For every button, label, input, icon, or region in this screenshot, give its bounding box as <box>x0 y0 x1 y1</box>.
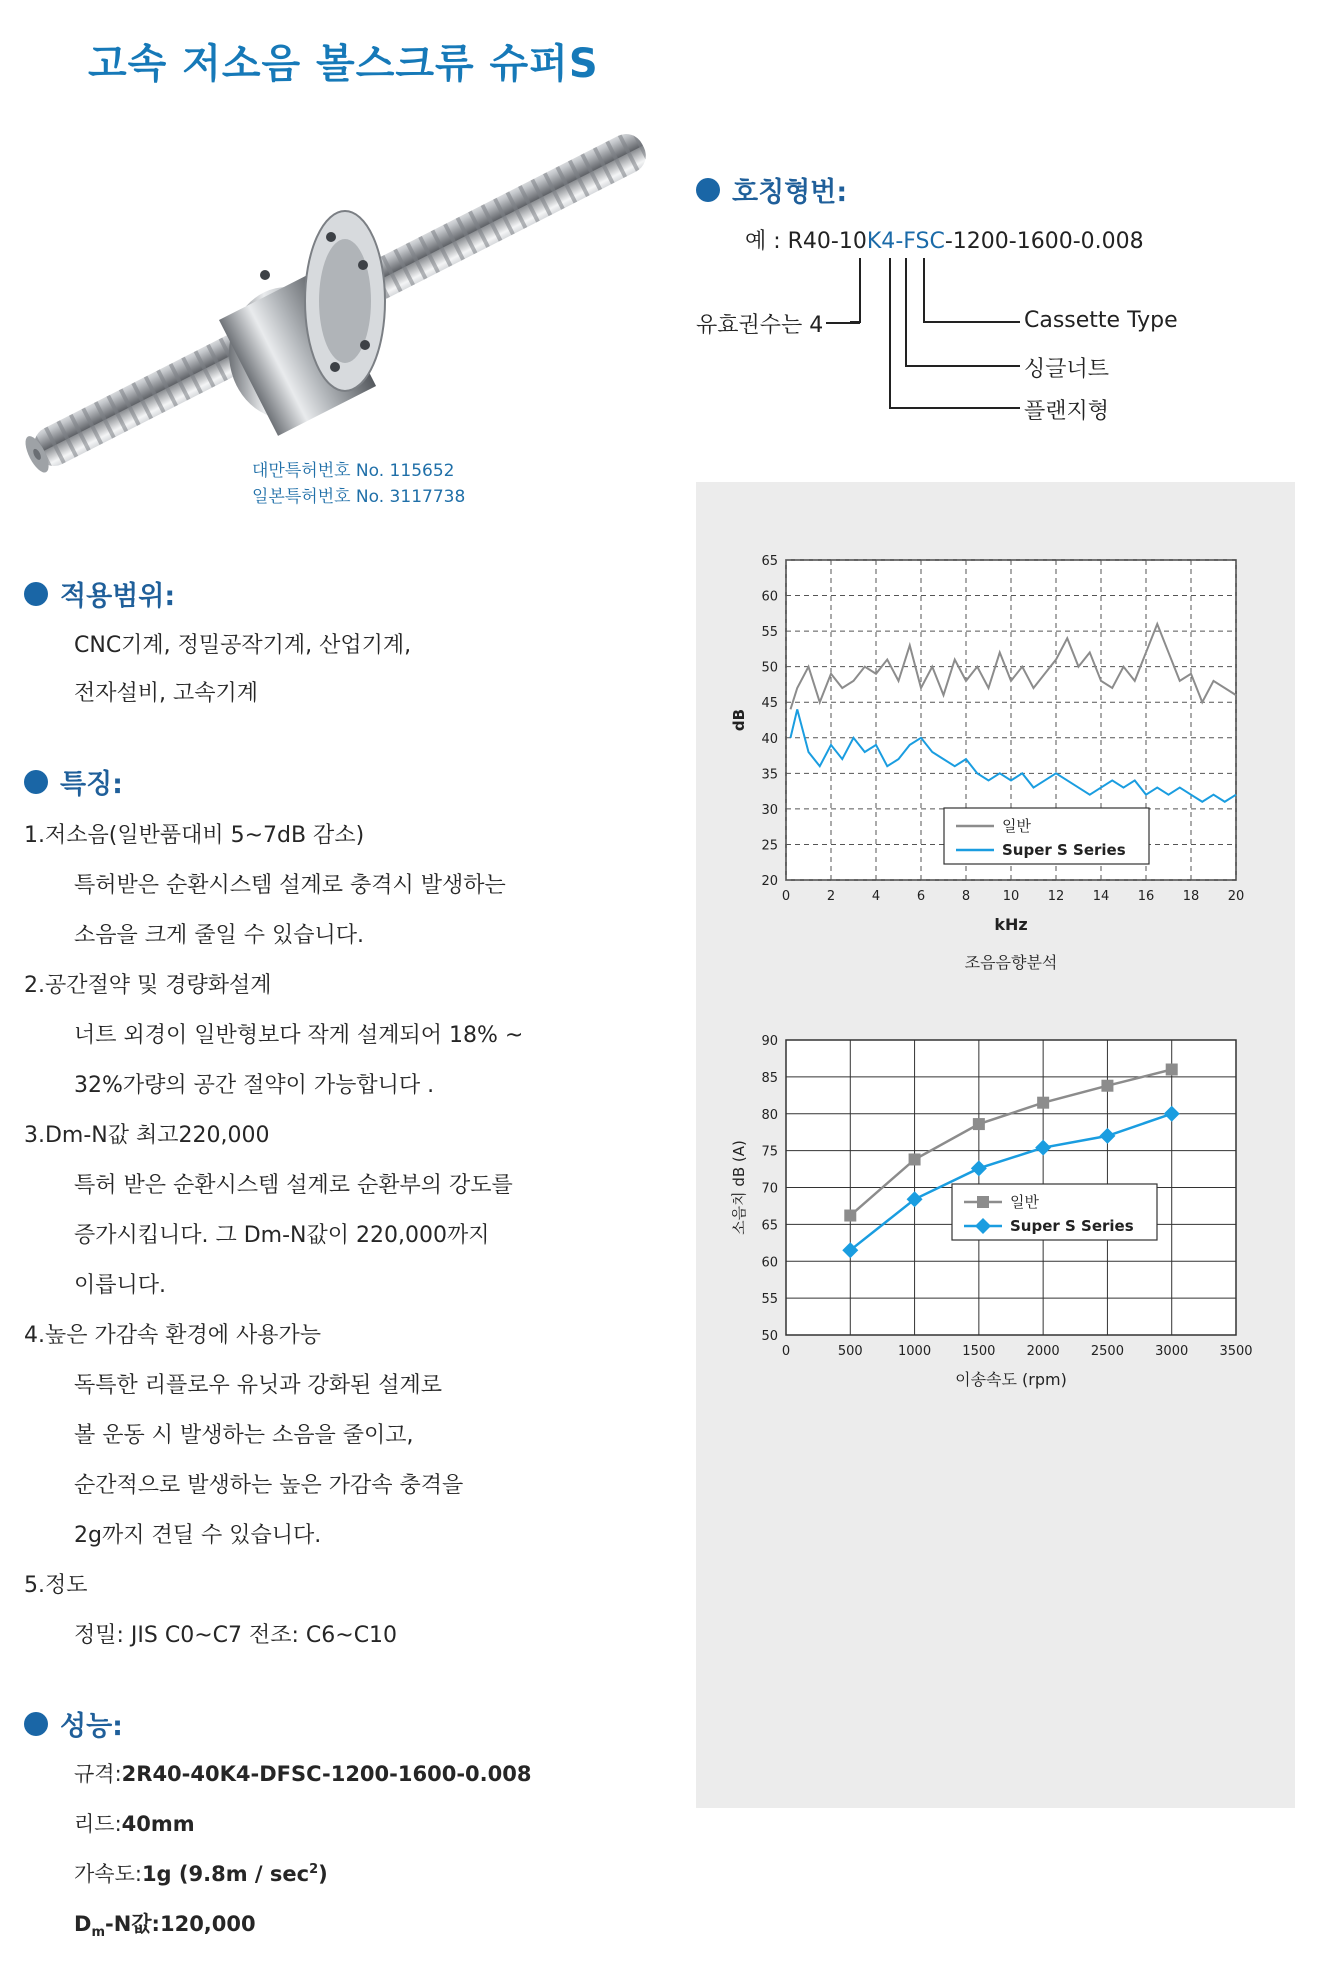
y-tick-label: 50 <box>761 660 778 676</box>
spec-row <box>74 1758 531 1788</box>
x-tick-label: 3000 <box>1155 1344 1189 1359</box>
patent-japan: 일본특허번호 No. 3117738 <box>252 487 466 507</box>
accel-label: 가속도: <box>74 1862 142 1886</box>
y-tick-label: 50 <box>761 1329 778 1344</box>
legend-label: 일반 <box>1002 817 1031 835</box>
y-tick-label: 60 <box>761 589 778 605</box>
callout-left-line <box>850 256 880 336</box>
noise-vs-speed-chart <box>696 1020 1295 1400</box>
y-tick-label: 65 <box>761 554 778 569</box>
feature-line: 32%가량의 공간 절약이 가능합니다 . <box>74 1073 435 1098</box>
spec-label: 규격: <box>74 1762 122 1786</box>
feature-line: 순간적으로 발생하는 높은 가감속 충격을 <box>74 1473 464 1498</box>
y-tick-label: 85 <box>761 1070 778 1086</box>
ball-screw-image <box>20 100 660 500</box>
dmn-label-rest: -N값: <box>104 1912 160 1936</box>
feature-line: 2.공간절약 및 경량화설계 <box>24 973 272 998</box>
x-tick-label: 10 <box>1002 889 1020 904</box>
feature-line: 정밀: JIS C0~C7 전조: C6~C10 <box>74 1623 398 1648</box>
y-tick-label: 25 <box>761 838 778 854</box>
y-tick-label: 30 <box>761 802 778 818</box>
x-tick-label: 0 <box>781 1344 791 1359</box>
model-code-k4: K4 <box>866 229 896 254</box>
data-point <box>1166 1064 1178 1076</box>
model-code-example <box>745 224 1144 255</box>
callout-effective-turns: 유효권수는 4 <box>696 313 824 338</box>
x-tick-label: 18 <box>1182 889 1200 904</box>
feature-line: 2g까지 견딜 수 있습니다. <box>74 1523 322 1548</box>
feature-line: 5.정도 <box>24 1573 88 1598</box>
lead-row <box>74 1808 195 1838</box>
legend-label: Super S Series <box>1010 1217 1134 1235</box>
features-heading-text: 특징: <box>60 769 123 800</box>
callout-left-connector <box>826 322 860 324</box>
model-code-heading-text: 호칭형번: <box>732 177 848 208</box>
dmn-value: 120,000 <box>159 1912 256 1936</box>
model-code-fsc: FSC <box>903 229 945 254</box>
patent-taiwan: 대만특허번호 No. 115652 <box>252 461 455 481</box>
x-tick-label: 1000 <box>898 1344 932 1359</box>
scope-line-1: CNC기계, 정밀공작기계, 산업기계, <box>74 633 412 658</box>
bullet-icon <box>24 582 48 606</box>
feature-line: 특허 받은 순환시스템 설계로 순환부의 강도를 <box>74 1173 513 1198</box>
lead-value: 40mm <box>121 1812 195 1836</box>
y-tick-label: 55 <box>761 625 778 641</box>
lead-label: 리드: <box>74 1812 122 1836</box>
feature-line: 이릅니다. <box>74 1273 167 1298</box>
y-tick-label: 35 <box>761 767 778 783</box>
feature-line: 너트 외경이 일반형보다 작게 설계되어 18% ~ <box>74 1023 524 1048</box>
x-axis-label: 이송속도 (rpm) <box>955 1370 1067 1389</box>
dmn-label-sub: m <box>91 1925 105 1941</box>
feature-line: 소음을 크게 줄일 수 있습니다. <box>74 923 364 948</box>
y-axis-label: dB <box>730 708 748 732</box>
bullet-icon <box>24 1712 48 1736</box>
dmn-label: D <box>74 1912 92 1936</box>
x-tick-label: 2 <box>826 889 836 904</box>
data-point <box>1037 1097 1049 1109</box>
data-point <box>1101 1080 1113 1092</box>
accel-superscript: 2 <box>309 1862 319 1877</box>
x-tick-label: 8 <box>961 889 971 904</box>
chart-title: 조음음향분석 <box>964 953 1058 970</box>
accel-close: ) <box>318 1862 328 1886</box>
x-tick-label: 6 <box>916 889 926 904</box>
y-axis-label: 소음치 dB (A) <box>730 1140 748 1235</box>
scope-heading <box>24 574 175 613</box>
callout-single-nut: 싱글너트 <box>1024 357 1110 382</box>
model-code-heading <box>696 170 847 209</box>
accel-row <box>74 1858 328 1888</box>
dmn-row <box>74 1908 256 1940</box>
feature-line: 증가시킵니다. 그 Dm-N값이 220,000까지 <box>74 1223 490 1248</box>
x-tick-label: 2500 <box>1090 1344 1124 1359</box>
y-tick-label: 55 <box>761 1292 778 1308</box>
performance-heading <box>24 1704 123 1743</box>
feature-line: 독특한 리플로우 유닛과 강화된 설계로 <box>74 1373 443 1398</box>
model-code-prefix: 예 : R40-10 <box>745 229 867 254</box>
data-point <box>909 1153 921 1165</box>
callout-cassette: Cassette Type <box>1024 308 1178 333</box>
model-code-suffix: -1200-1600-0.008 <box>944 229 1144 254</box>
y-tick-label: 80 <box>761 1107 778 1123</box>
y-tick-label: 65 <box>761 1218 778 1234</box>
y-tick-label: 70 <box>761 1181 778 1197</box>
x-tick-label: 1500 <box>962 1344 996 1359</box>
y-tick-label: 20 <box>761 874 778 889</box>
y-tick-label: 40 <box>761 731 778 747</box>
feature-line: 4.높은 가감속 환경에 사용가능 <box>24 1323 321 1348</box>
x-tick-label: 3500 <box>1219 1344 1253 1359</box>
y-tick-label: 60 <box>761 1255 778 1271</box>
callout-flange: 플랜지형 <box>1024 399 1110 424</box>
feature-line: 볼 운동 시 발생하는 소음을 줄이고, <box>74 1423 414 1448</box>
model-code-dash: - <box>895 229 904 254</box>
feature-line: 특허받은 순환시스템 설계로 충격시 발생하는 <box>74 873 506 898</box>
x-tick-label: 12 <box>1047 889 1065 904</box>
features-heading <box>24 762 123 801</box>
legend-marker <box>977 1196 989 1208</box>
legend-label: Super S Series <box>1002 841 1126 859</box>
spec-value: 2R40-40K4-DFSC-1200-1600-0.008 <box>121 1762 532 1786</box>
legend-label: 일반 <box>1010 1193 1039 1211</box>
x-tick-label: 4 <box>871 889 881 904</box>
accel-value: 1g (9.8m / sec <box>141 1862 310 1886</box>
acoustic-analysis-chart <box>696 540 1295 970</box>
data-point <box>844 1210 856 1222</box>
x-tick-label: 0 <box>781 889 791 904</box>
scope-heading-text: 적용범위: <box>60 581 176 612</box>
feature-line: 3.Dm-N값 최고220,000 <box>24 1123 270 1148</box>
x-tick-label: 14 <box>1092 889 1110 904</box>
x-tick-label: 16 <box>1137 889 1155 904</box>
x-tick-label: 2000 <box>1026 1344 1060 1359</box>
data-point <box>973 1118 985 1130</box>
bullet-icon <box>24 770 48 794</box>
y-tick-label: 45 <box>761 696 778 712</box>
bullet-icon <box>696 178 720 202</box>
page-title: 고속 저소음 볼스크류 슈퍼S <box>88 41 599 87</box>
x-tick-label: 20 <box>1227 889 1245 904</box>
scope-line-2: 전자설비, 고속기계 <box>74 681 259 706</box>
feature-line: 1.저소음(일반품대비 5~7dB 감소) <box>24 823 365 848</box>
y-tick-label: 90 <box>761 1034 778 1049</box>
y-tick-label: 75 <box>761 1144 778 1160</box>
x-tick-label: 500 <box>837 1344 863 1359</box>
x-axis-label: kHz <box>994 915 1028 934</box>
performance-heading-text: 성능: <box>60 1711 123 1742</box>
